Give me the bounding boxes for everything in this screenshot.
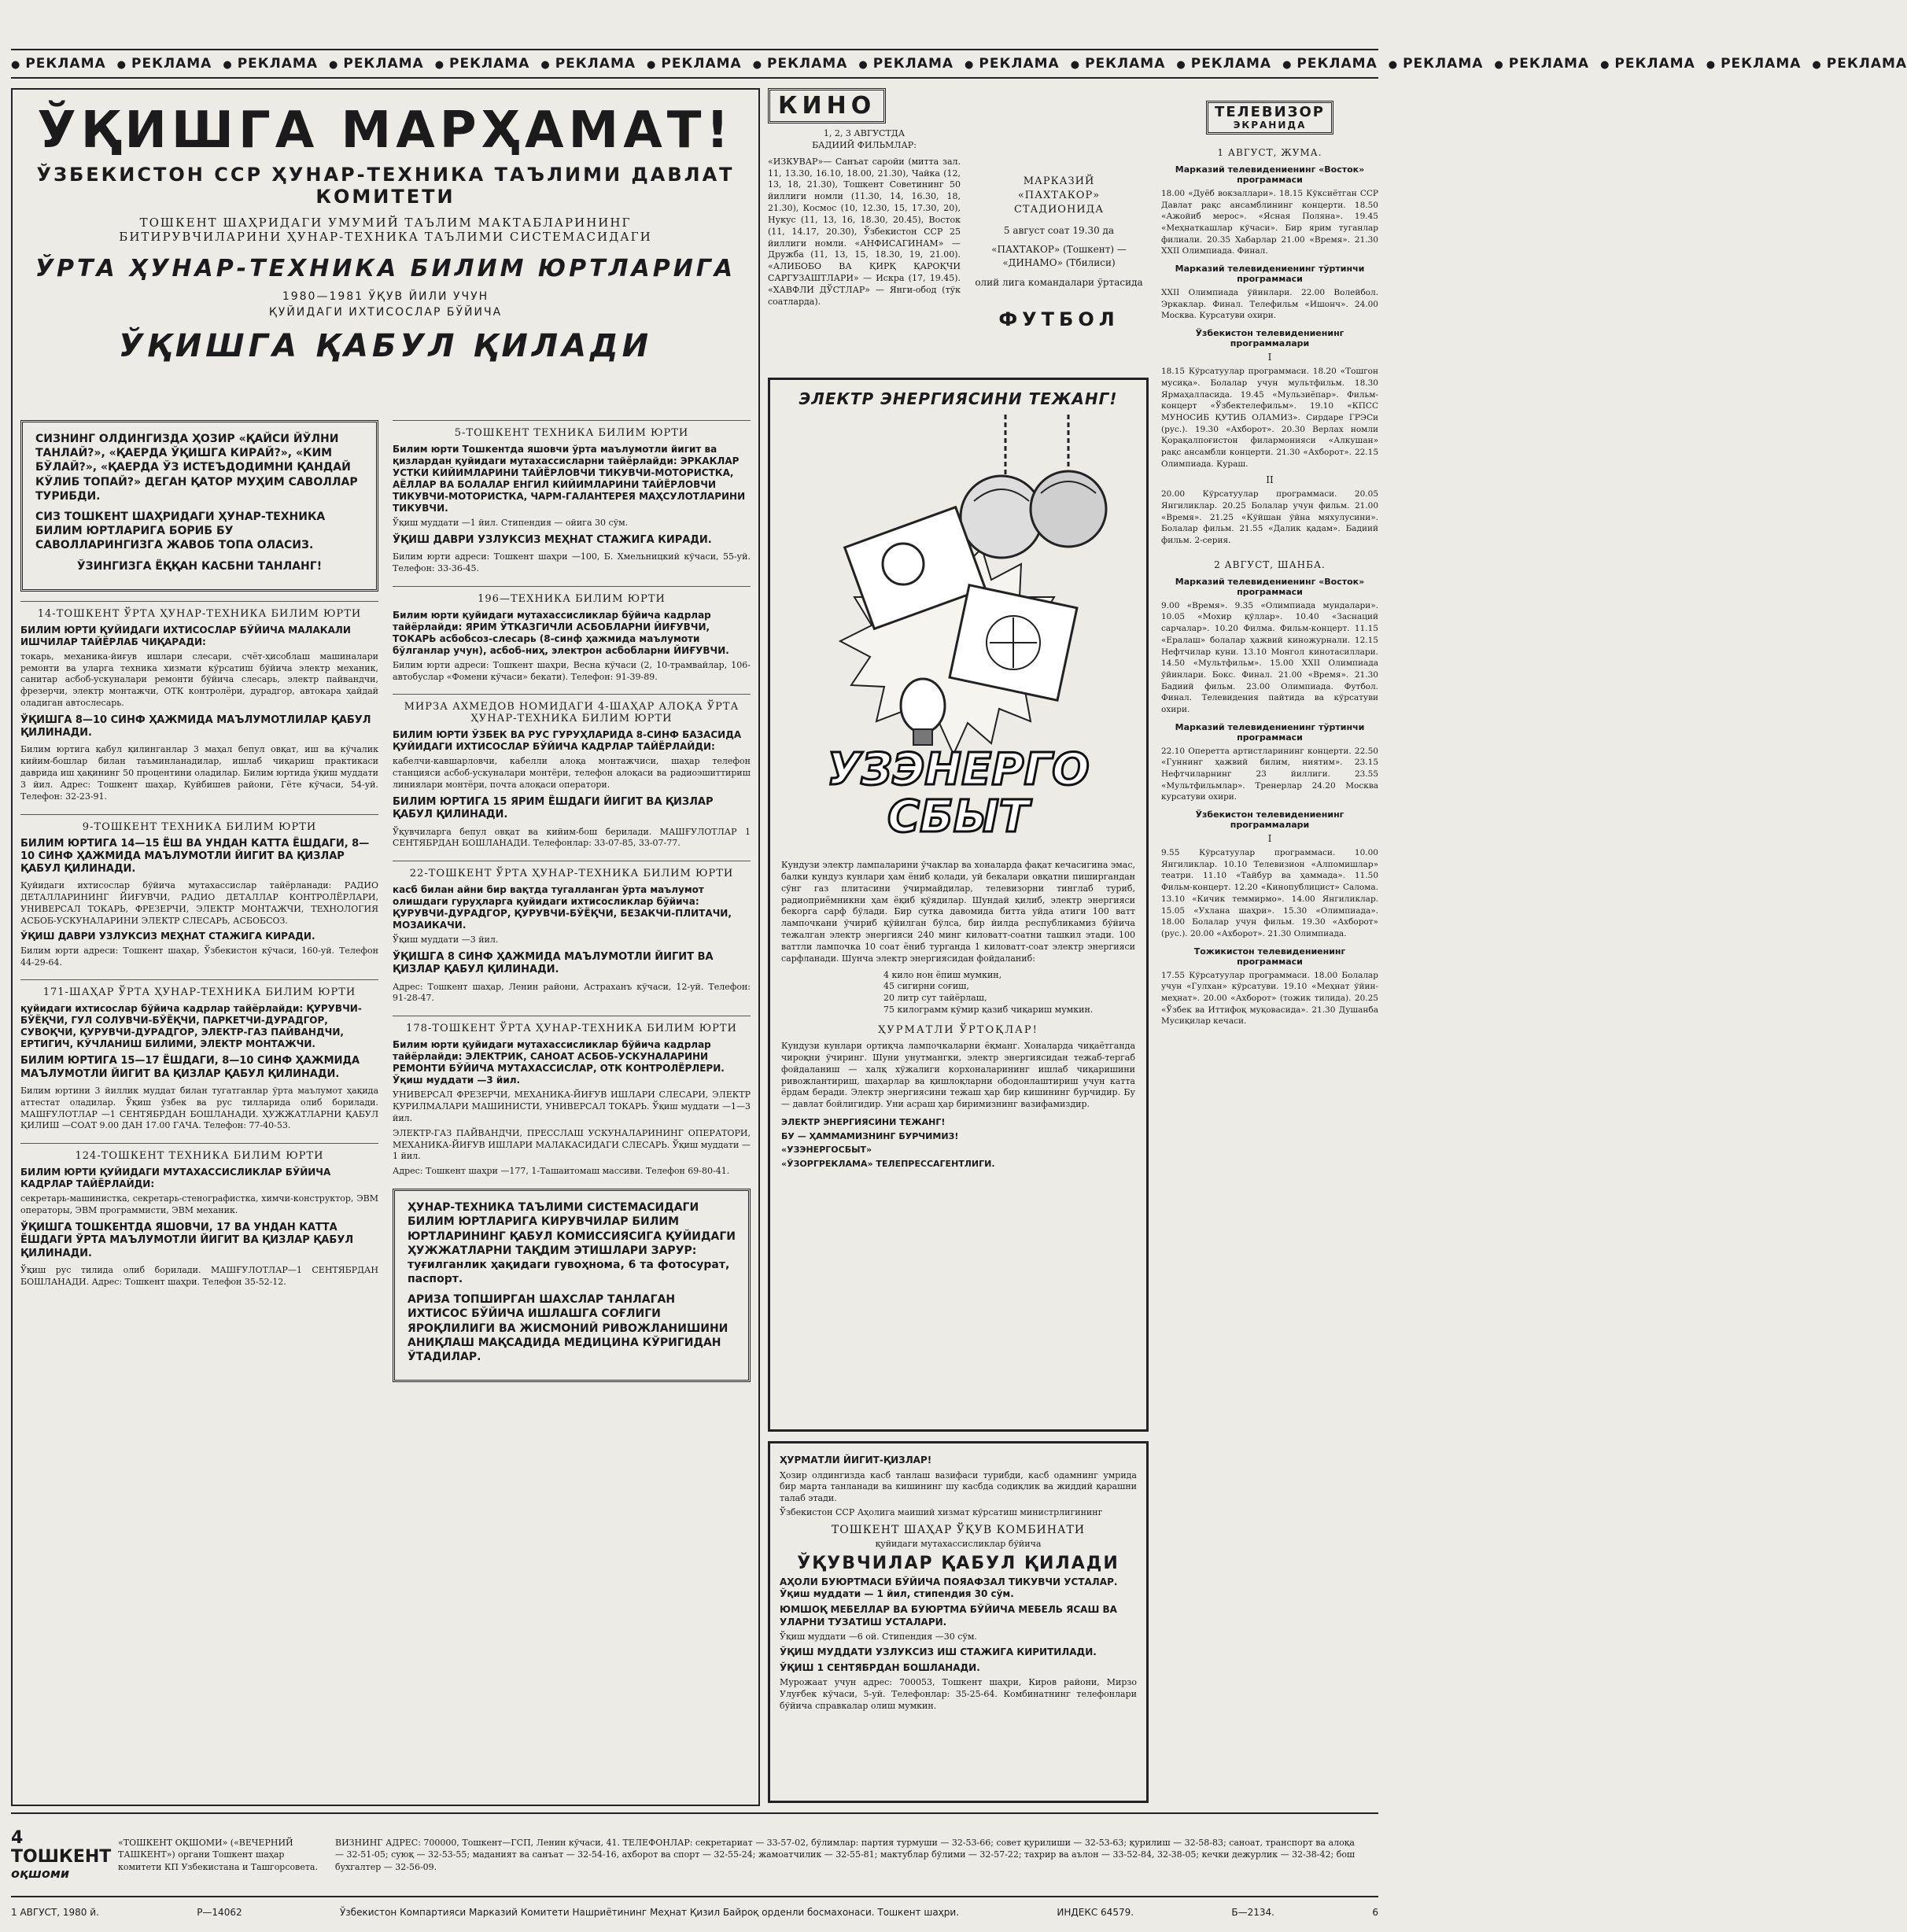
school-details: Адрес: Тошкент шаҳар, Ленин райони, Астраханъ кўчаси, 12-уй. Телефон: 91-28-47. (393, 981, 751, 1004)
stadium-line-2: «ПАХТАКОР» (1017, 190, 1101, 202)
appeal-paragraph-2: СИЗ ТОШКЕНТ ШАҲРИДАГИ ҲУНАР-ТЕХНИКА БИЛИМ ЮРТЛАРИГА БОРИБ БУ САВОЛЛАРИНГИЗГА ЖАВОБ ТОПА ОЛАСИЗ. (35, 510, 326, 552)
school-details: Ўқиш рус тилида олиб борилади. МАШҒУЛОТЛАР—1 СЕНТЯБРДАН БОШЛАНАДИ. Адрес: Тошкент шаҳри. Телефон 35-52-12. (20, 1264, 378, 1287)
energy-subheadline: ҲУРМАТЛИ ЎРТОҚЛАР! (878, 1023, 1038, 1036)
lamps-illustration (785, 415, 1131, 855)
school-title: 5-ТОШКЕНТ ТЕХНИКА БИЛИМ ЮРТИ (454, 427, 689, 439)
football-title: ФУТБОЛ (998, 308, 1119, 330)
match-league: олий лига командалари ўртасида (975, 276, 1143, 288)
school-14 (20, 601, 378, 803)
school-196 (393, 586, 751, 684)
specialties-line: ҚУЙИДАГИ ИХТИСОСЛАР БЎЙИЧА (268, 306, 503, 319)
school-bold: ЎҚИШГА 8 СИНФ ҲАЖМИДА МАЪЛУМОТЛИ ЙИГИТ ВА ҚИЗЛАР ҚАБУЛ ҚИЛИНАДИ. (393, 951, 714, 976)
brand-line-1: УЗЭНЕРГО (827, 744, 1090, 795)
match-teams: «ПАХТАКОР» (Тошкент) — «ДИНАМО» (Тбилиси) (991, 244, 1127, 269)
left-subcolumn-b (393, 420, 751, 1392)
schools-headline: ЎРТА ҲУНАР-ТЕХНИКА БИЛИМ ЮРТЛАРИГА (35, 255, 736, 282)
school-bold: ЎҚИШГА 8—10 СИНФ ҲАЖМИДА МАЪЛУМОТЛИЛАР ҚАБУЛ ҚИЛИНАДИ. (20, 713, 371, 739)
advertisement-label: ● РЕКЛАМА (1389, 56, 1484, 72)
advertisement-label: ● РЕКЛАМА (1071, 56, 1166, 72)
appeal-paragraph-1: СИЗНИНГ ОЛДИНГИЗДА ҲОЗИР «ҚАЙСИ ЙЎЛНИ ТАНЛАЙ?», «ҚАЕРДА ЎҚИШГА КИРАЙ?», «КИМ БЎЛАЙ?», «ҚАЕРДА ЎЗ ИСТЕЪДОДИМНИ ҚАНДАЙ КЎЛИБ ТОПАЙ?» ДЕГАН ҚАТОР МУҲИМ САВОЛЛАР ТУРИБДИ. (35, 433, 358, 503)
school-title: 196—ТЕХНИКА БИЛИМ ЮРТИ (478, 592, 666, 605)
match-time: 5 август соат 19.30 да (1003, 224, 1115, 236)
program-heading: Марказий телевидениенинг тўртинчи программаси (1175, 264, 1365, 285)
newspaper-footer (11, 1812, 1378, 1897)
energy-list-item: 4 кило нон ёпиш мумкин, (883, 969, 1002, 980)
program-text: XXII Олимпиада ўйинлари. 22.00 Волейбол. Эркаклар. Финал. Телефильм «Ишонч». 24.00 Москва. Курсатуви охири. (1161, 288, 1378, 321)
code: Р—14062 (197, 1907, 242, 1918)
energy-headline: ЭЛЕКТР ЭНЕРГИЯСИНИ ТЕЖАНГ! (799, 389, 1118, 408)
school-details: Билим юртини 3 йиллик муддат билан тугатганлар ўрта маълумот ҳақида аттестат оладилар. Ўқиш ўзбек ва рус тилларида олиб борилади. МАШҒУЛОТЛАР —1 СЕНТЯБРДАН БОШЛАНАДИ. ҲУЖЖАТЛАРНИ ҚАБУЛ ҚИЛИШ —СОАТ 9.00 ДАН 17.00 ГАЧА. Телефон: 77-40-53. (20, 1085, 378, 1131)
school-title: 178-ТОШКЕНТ ЎРТА ҲУНАР-ТЕХНИКА БИЛИМ ЮРТИ (406, 1023, 737, 1035)
advertisement-label: ● РЕКЛАМА (1494, 56, 1589, 72)
training-combine-ad (768, 1441, 1149, 1803)
cinema-subtitle: БАДИИЙ ФИЛЬМЛАР: (812, 139, 917, 150)
school-heading: БИЛИМ ЮРТИ ҚУЙИДАГИ ИХТИСОСЛАР БЎЙИЧА МАЛАКАЛИ ИШЧИЛАР ТАЙЁРЛАБ ЧИҚАРАДИ: (20, 624, 351, 647)
school-bold: ЎҚИШ ДАВРИ УЗЛУКСИЗ МЕҲНАТ СТАЖИГА КИРАДИ. (393, 533, 712, 546)
issue-date: 1 АВГУСТ, 1980 й. (11, 1907, 99, 1918)
school-communications-4 (393, 694, 751, 850)
school-heading: БИЛИМ ЮРТИ ЎЗБЕК ВА РУС ГУРУҲЛАРИДА 8-СИНФ БАЗАСИДА ҚУЙИДАГИ ИХТИСОСЛАР БЎЙИЧА КАДРЛАР ТАЙЁРЛАЙДИ: (393, 729, 742, 753)
program-text: 9.00 «Время». 9.35 «Олимпиада мундалари». 10.05 «Мохир қўллар». 10.40 «Заснаций сарчалар». 10.20 Филма. Фильм-концерт. 11.15 «Ералаш» болалар ҳажвий киножурнали. 12.15 Нефтчилар куни. 13.10 Монгол кинотасиллари. 14.50 «Мультфильм». 15.00 XXII Олимпиада ўйинлари. Бокс. Финал. 21.00 «Время». 21.30 Бадиий фильм. 23.00 Олимпиада. Футбол. Финал. Телевидения пайтида ва кўрсатуви охири. (1161, 600, 1378, 714)
school-171 (20, 979, 378, 1132)
advertisement-label: ● РЕКЛАМА (329, 56, 424, 72)
advertisement-label: ● РЕКЛАМА (223, 56, 318, 72)
printer: Ўзбекистон Компартияси Марказий Комитети Нашриётининг Меҳнат Қизил Байроқ орденли босмахонаси. Тошкент шаҳри. (339, 1907, 960, 1918)
advertisement-label: ● РЕКЛАМА (753, 56, 848, 72)
energy-list-item: 75 килограмм кўмир қазиб чиқариш мумкин. (883, 1005, 1094, 1016)
stadium-announcement (968, 88, 1149, 359)
program-text: 9.55 Кўрсатуулар программаси. 10.00 Янгиликлар. 10.10 Телевизион «Алпомишлар» театри. 11.10 «Тайбур ва ҳаммада». 11.50 Фильм-концерт. 12.20 «Кинопублицист» Салома. 13.10 «Кичик теммирмо». 14.00 Янгиликлар. 15.05 «Ухлана шаҳри». 15.30 «Олимпиада». 18.00 Болалар учун фильм. 19.30 «Ахборот» (рус.). 20.00 «Ахборот». 21.30 Олимпиада. (1161, 848, 1378, 938)
cinema-listings (768, 88, 961, 359)
brand-line-2: СБЫТ (887, 791, 1030, 842)
school-text: Ўқиш муддати —3 йил. (393, 935, 499, 946)
imprint-line (11, 1901, 1378, 1924)
program-text: 17.55 Кўрсатуулар программаси. 18.00 Болалар учун «Гулхан» кўрсатуви. 19.10 «Меҳнат ўйин-меҳнат». 20.00 «Ахборот» (тожик тилида). 20.25 «Ўзбек ва Иттифоқ муқовасида». 21.30 Душанба Мусиқилар кечаси. (1161, 970, 1378, 1027)
combine-intro: Ҳозир олдингизда касб танлаш вазифаси турибди, касб одамнинг умрида бир марта танланади ва кишининг шу касбда содиқлик ва жиддий қарашни талаб этади. (780, 1469, 1137, 1504)
documents-text: ҲУНАР-ТЕХНИКА ТАЪЛИМИ СИСТЕМАСИДАГИ БИЛИМ ЮРТЛАРИГА КИРУВЧИЛАР БИЛИМ ЮРТЛАРИНИНГ ҚАБУЛ КОМИССИЯСИГА ҚУЙИДАГИ ҲУЖЖАТЛАРНИ ТАҚДИМ ЭТИШЛАРИ ЗАРУР: туғилганлик ҳақидаги гувоҳнома, 6 та фотосурат, паспорт. (408, 1201, 736, 1286)
program-heading: Ўзбекистон телевидениенинг программалари (1195, 809, 1344, 831)
school-9 (20, 814, 378, 969)
combine-specialty-1: АҲОЛИ БУЮРТМАСИ БЎЙИЧА ПОЯАФЗАЛ ТИКУВЧИ УСТАЛАР. Ўқиш муддати — 1 йил, стипендия 30 сўм. (780, 1576, 1118, 1600)
combine-note-2: ЎҚИШ 1 СЕНТЯБРДАН БОШЛАНАДИ. (780, 1661, 980, 1673)
energy-footer-1: ЭЛЕКТР ЭНЕРГИЯСИНИ ТЕЖАНГ! (781, 1117, 946, 1128)
energy-list-item: 45 сигирни соғиш, (883, 981, 969, 992)
school-5 (393, 420, 751, 575)
school-text: УНИВЕРСАЛ ФРЕЗЕРЧИ, МЕХАНИКА-ЙИҒУВ ИШЛАРИ СЛЕСАРИ, ЭЛЕКТР ҚУРИЛМАЛАРИ МАШИНИСТИ, УНИВЕРСАЛ ТОКАРЬ. Ўқиш муддати —1—3 йил. (393, 1090, 751, 1123)
energy-footer-4: «ЎЗОРГРЕКЛАМА» ТЕЛЕПРЕССАГЕНТЛИГИ. (781, 1158, 995, 1169)
advertisement-label: ● РЕКЛАМА (647, 56, 742, 72)
committee-title: ЎЗБЕКИСТОН ССР ҲУНАР-ТЕХНИКА ТАЪЛИМИ ДАВЛАТ КОМИТЕТИ (36, 164, 735, 208)
energy-paragraph-1: Кундузи электр лампаларини ўчаклар ва хоналарда фақат кечасигина эмас, балки кундуз кунлари ҳам ёниб қолади, уй бекалари овқатни пиширгандан сўнг газ плитасини ўчирмайдилар, телевизорни тинглаб туриб, радиоприёмникни ҳам ёқиб қўядилар. Шундай қилиб, электр энергияси бекорга сарф бўлади. Бир сутка давомида битта уйда атиги 100 ватт лампочкани ўчириб қўйилган бўлса, бир йилда республикамиз бўйича тежалган электр энергияси 240 минг киловатт-соатни ташкил этади. 100 ваттли лампочка 10 соат ёниб турганда 1 киловатт-соат электр энергияси сарфланади. Шунча электр энергиясидан фойдаланиб: (781, 860, 1135, 964)
cinema-text: «ИЗКУВАР»— Санъат саройи (митта зал. 11, 13.30, 16.10, 18.00, 21.30), Чайка (12, 13, 18, 21.30), Тошкент Советининг 50 йиллиги номли (11.30, 14, 16.30, 18, 21.30), Космос (10, 12.30, 15, 17.30, 20), Нукус (11, 13, 16, 18.30, 20.45), Восток (11, 14.17, 20.30), Ўзбекистон ССР 25 йиллиги номли. «АНФИСАГИНАМ» — Дружба (11, 13, 15, 18.30, 19, 21.00). «АЛИБОБО ВА ҚИРҚ ҚАРОҚЧИ САРГУЗАШТЛАРИ» — Искра (17, 19.45). «ХАВФЛИ ДЎСТЛАР» — Янги-обод (тўк соатларда). (768, 156, 961, 307)
admission-headline: ЎҚИШГА ҚАБУЛ ҚИЛАДИ (118, 328, 653, 364)
advertisement-label: ● РЕКЛАМА (1600, 56, 1695, 72)
advertisement-label: ● РЕКЛАМА (117, 56, 212, 72)
tv-schedule (1161, 88, 1378, 1803)
combine-title: ТОШКЕНТ ШАҲАР ЎҚУВ КОМБИНАТИ (831, 1523, 1086, 1536)
school-title: 171-ШАҲАР ЎРТА ҲУНАР-ТЕХНИКА БИЛИМ ЮРТИ (42, 986, 356, 999)
cinema-logo: КИНО (768, 88, 886, 124)
school-text: Ўқиш муддати —1 йил. Стипендия — ойига 30 сўм. (393, 518, 629, 528)
school-bold: БИЛИМ ЮРТИГА 15—17 ЁШДАГИ, 8—10 СИНФ ҲАЖМИДА МАЪЛУМОТЛИ ЙИГИТ ВА ҚИЗЛАР ҚАБУЛ ҚИЛИНАДИ. (20, 1055, 360, 1080)
school-bold: ЎҚИШГА ТОШКЕНТДА ЯШОВЧИ, 17 ВА УНДАН КАТТА ЁШДАГИ ЎРТА МАЪЛУМОТЛИ ЙИГИТ ВА ҚИЗЛАР ҚАБУЛ ҚИЛИНАДИ. (20, 1222, 354, 1259)
combine-ministry: Ўзбекистон ССР Аҳолига маиший хизмат кўрсатиш министрлигининг (780, 1507, 1103, 1518)
medical-text: АРИЗА ТОПШИРГАН ШАХСЛАР ТАНЛАГАН ИХТИСОС БЎЙИЧА ИШЛАШГА СОҒЛИГИ ЯРОҚЛИЛИГИ ВА ЖИСМОНИЙ РИВОЖЛАНИШИНИ АНИҚЛАШ МАҚСАДИДА МЕДИЦИНА КЎРИГИДАН ЎТАДИЛАР. (408, 1293, 728, 1363)
stadium-line-3: СТАДИОНИДА (1013, 204, 1105, 216)
school-details: Адрес: Тошкент шаҳри —177, 1-Ташаитомаш массиви. Телефон 69-80-41. (393, 1166, 730, 1177)
channel-number: I (1267, 352, 1272, 363)
school-text: кабелчи-кавшарловчи, кабелли алоқа монтажчиси, шаҳар телефон станцияси асбоб-ускуналари монтёри, телефон алоқаси ва радиоэшиттириш линиялари монтёри, почта алоқаси оператори. (393, 756, 751, 791)
energy-list-item: 20 литр сут тайёрлаш, (883, 993, 987, 1004)
school-title: 22-ТОШКЕНТ ЎРТА ҲУНАР-ТЕХНИКА БИЛИМ ЮРТИ (409, 868, 734, 880)
school-title: 14-ТОШКЕНТ ЎРТА ҲУНАР-ТЕХНИКА БИЛИМ ЮРТИ (37, 607, 362, 620)
combine-note-1: ЎҚИШ МУДДАТИ УЗЛУКСИЗ ИШ СТАЖИГА КИРИТИЛАДИ. (780, 1646, 1097, 1658)
school-details: Билим юртига қабул қилинганлар 3 маҳал бепул овқат, иш ва кўчалик кийим-бошлар билан таъминланадилар, ишлаб чиқариш практикаси даврида иш ҳақининг 50 процентини оладилар. Билим юртида ўқиш муддати 3 йил. Адрес: Тошкент шаҳар, Куйбишев райони, Гёте кўчаси, 54-уй. Телефон: 32-23-91. (20, 744, 378, 802)
logo-line-1: 4 ТОШКЕНТ (11, 1828, 112, 1867)
program-heading: Ўзбекистон телевидениенинг программалари (1195, 328, 1344, 349)
tv-logo-line-2: ЭКРАНИДА (1233, 119, 1307, 131)
intro-line: ТОШКЕНТ ШАҲРИДАГИ УМУМИЙ ТАЪЛИМ МАКТАБЛАРИНИНГ БИТИРУВЧИЛАРИНИ ҲУНАР-ТЕХНИКА ТАЪЛИМИ СИСТЕМАСИДАГИ (119, 216, 652, 244)
channel-number: I (1267, 833, 1272, 845)
stadium-line-1: МАРКАЗИЙ (1023, 175, 1095, 187)
cinema-dates: 1, 2, 3 АВГУСТДА (823, 128, 906, 138)
school-22 (393, 861, 751, 1005)
combine-address: Мурожаат учун адрес: 700053, Тошкент шаҳри, Киров райони, Мирзо Улуғбек кўчаси, 5-уй. Телефонлар: 35-25-64. Комбинатнинг телефонлари бўйича справкалар олиш мумкин. (780, 1677, 1137, 1711)
energy-footer-3: «УЗЭНЕРГОСБЫТ» (781, 1145, 872, 1156)
school-heading: касб билан айни бир вақтда тугалланган ўрта маълумот олишдаги гуруҳларга қуйидаги ихтисосликлар бўйича: ҚУРУВЧИ-ДУРАДГОР, ҚУРУВЧИ-БЎЁҚЧИ, БЕЗАКЧИ-ПЛИТАЧИ, МОЗАИКАЧИ. (393, 884, 732, 931)
school-text: токарь, механика-йиғув ишлари слесари, счёт-ҳисоблаш машиналари ремонти ва уларга техника хизмати кўрсатиш бўйича электр механик, санитар асбоб-ускуналари ремонти бўйича слесарь, электр пайвандчи, фрезерчи, электр монтажчи, ОТК контролёри, дурадгор, автокара ҳайдай оладиган автослесарь. (20, 651, 378, 709)
school-title: 9-ТОШКЕНТ ТЕХНИКА БИЛИМ ЮРТИ (82, 820, 317, 833)
school-bold: БИЛИМ ЮРТИГА 15 ЯРИМ ЁШДАГИ ЙИГИТ ВА ҚИЗЛАР ҚАБУЛ ҚИЛИНАДИ. (393, 796, 714, 821)
school-heading: БИЛИМ ЮРТИГА 14—15 ЁШ ВА УНДАН КАТТА ЁШДАГИ, 8—10 СИНФ ҲАЖМИДА МАЪЛУМОТЛИ ЙИГИТ ВА ҚИЗЛАР ҚАБУЛ ҚИЛИНАДИ. (20, 837, 370, 876)
combine-greeting: ҲУРМАТЛИ ЙИГИТ-ҚИЗЛАР! (780, 1455, 932, 1466)
documents-box (393, 1189, 751, 1382)
day-heading: 1 АВГУСТ, ЖУМА. (1217, 146, 1322, 158)
appeal-box (20, 420, 378, 592)
advertisement-label: ● РЕКЛАМА (1706, 56, 1802, 72)
school-178 (393, 1016, 751, 1178)
school-details: Ўқувчиларга бепул овқат ва кийим-бош берилади. МАШҒУЛОТЛАР 1 СЕНТЯБРДАН БОШЛАНАДИ. Телефонлар: 33-07-85, 33-07-77. (393, 826, 751, 849)
order-number: Б—2134. (1231, 1907, 1274, 1918)
logo-line-2: оқшоми (11, 1866, 70, 1882)
program-heading: Тожикистон телевидениенинг программаси (1193, 946, 1346, 967)
program-heading: Марказий телевидениенинг «Восток» программаси (1175, 576, 1365, 597)
school-title: 124-ТОШКЕНТ ТЕХНИКА БИЛИМ ЮРТИ (75, 1150, 324, 1163)
main-headline: ЎҚИШГА МАРҲАМАТ! (37, 101, 734, 160)
school-124 (20, 1143, 378, 1288)
program-text: 18.15 Кўрсатуулар программаси. 18.20 «Тошгон мусиқа». Болалар учун мультфильм. 18.30 Ярмаҳалласида. 19.45 «Мульзиёпар». Фильм-концерт «Ўзбектелефильм». 19.10 «КПСС МУНОСИБ ҚУТИБ ОЛАМИЗ». Сирдаре ГРЭСи (рус.). 19.30 «Ахборот». 20.30 Верлах номли Қорақалпоғистон филармонияси «Алкушан» рақс ансамбли концерти. 21.30 «Ахборот». 22.15 Олимпиада. Кураш. (1161, 367, 1378, 469)
tv-logo-line-1: ТЕЛЕВИЗОР (1215, 104, 1325, 120)
school-details: Билим юрти адреси: Тошкент шаҳри —100, Б. Хмельницкий кўчаси, 55-уй. Телефон: 33-36-45. (393, 551, 751, 573)
program-text: 18.00 «Дуёб вокзаллари». 18.15 Кўксиётган ССР Давлат рақс ансамблининг концерти. 18.50 «Ажойиб мерос». «Ясная Поляна». 19.45 «Меҳнаткашлар кўчаси». Бир ярим туганлар филиали. 20.35 Хабарлар 21.00 «Время». 21.30 XXII Олимпиада. Финал. (1161, 188, 1378, 256)
middle-column (768, 88, 1150, 1803)
tv-logo (1206, 101, 1333, 135)
editorial-address: ВИЗНИНГ АДРЕС: 700000, Тошкент—ГСП, Ленин кўчаси, 41. ТЕЛЕФОНЛАР: секретариат — 33-57-02, бўлимлар: партия турмуши — 32-53-66; совет қурилиши — 32-53-63; қурилиш — 32-58-83; саноат, транспорт ва алоқа — 32-51-05; суюқ — 32-53-55; маданият ва санъат — 32-54-16, ахборот ва спорт — 32-55-24; жамоатчилик — 32-55-81; мактублар бўлими — 32-57-22; тахрир ва аълон — 33-52-84, 32-38-05; кечки дежурлик — 32-38-42; бош бухгалтер — 32-56-09. (335, 1837, 1356, 1872)
advertisement-label: ● РЕКЛАМА (11, 56, 106, 72)
combine-specialty-2: ЮМШОҚ МЕБЕЛЛАР ВА БУЮРТМА БЎЙИЧА МЕБЕЛЬ ЯСАШ ВА УЛАРНИ ТУЗАТИШ УСТАЛАРИ. (780, 1604, 1117, 1628)
combine-subtitle: қуйидаги мутахассисликлар бўйича (875, 1538, 1042, 1549)
school-bold: ЎҚИШ ДАВРИ УЗЛУКСИЗ МЕҲНАТ СТАЖИГА КИРАДИ. (20, 930, 315, 942)
newspaper-logo (11, 1828, 112, 1882)
appeal-paragraph-3: ЎЗИНГИЗГА ЁҚҚАН КАСБНИ ТАНЛАНГ! (76, 559, 323, 573)
energy-footer-2: БУ — ҲАММАМИЗНИНГ БУРЧИМИЗ! (781, 1130, 959, 1141)
school-text: Қуйидаги ихтисослар бўйича мутахассислар тайёрланади: РАДИО ДЕТАЛЛАРИНИНГ ЙИҒУВЧИ, РАДИО ДЕТАЛЛАР КОНТРОЛЁРЛАРИ, УНИВЕРСАЛ ТОКАРЬ, ФРЕЗЕРЧИ, ЭЛЕКТР МОНТАЖЧИ, ТЕХНОЛОГИЯ АСБОБ-УСКУНАЛАРИНИ ЭЛЕКТР СЛЕСАРЬ, АСБОБСОЗ. (20, 880, 378, 926)
advertisement-label: ● РЕКЛАМА (540, 56, 636, 72)
program-text: 22.10 Оперетта артистларининг концерти. 22.50 «Гуннинг ҳажвий билим, ниятим». 23.15 Нефтчиларнинг 23 йиллиги. 23.55 «Мультфильмлар». Тренерлар 24.20 Москва курсатуви охири. (1161, 746, 1378, 802)
publisher-info: «ТОШКЕНТ ОҚШОМИ» («ВЕЧЕРНИЙ ТАШКЕНТ») органи Тошкент шаҳар комитети КП Узбекистана и Ташгорсовета. (118, 1837, 318, 1872)
left-subcolumn-a (20, 420, 378, 1392)
combine-duration: Ўқиш муддати —6 ой. Стипендия —30 сўм. (780, 1632, 977, 1643)
page-number: 6 (1372, 1907, 1378, 1918)
program-heading: Марказий телевидениенинг «Восток» программаси (1175, 164, 1365, 185)
education-advertisement (11, 88, 760, 1806)
program-heading: Марказий телевидениенинг тўртинчи программаси (1175, 721, 1365, 743)
school-details: Билим юрти адреси: Тошкент шаҳар, Ўзбекистон кўчаси, 160-уй. Телефон 44-29-64. (20, 945, 378, 968)
energy-paragraph-2: Кундузи кунлари ортиқча лампочкаларни ёқманг. Хоналарда чиқаётганда чироқни ўчиринг. Шуни унутмангки, электр энергиясидан тежаб-тергаб фойдаланиш — халқ хўжалиги корхоналарининг ишлаб чиқаришини ривожлантириш, шаҳарлар ва қишлоқларни ободонлаштириш учун катта ёрдам беради. Электр энергиясини тежаш ҳар бир кишининг бурчидир. Бу — давлат бойлигидир. Уни асраш ҳар биримизнинг вазифамиздир. (781, 1040, 1135, 1110)
school-heading: Билим юрти қуйидаги мутахассисликлар бўйича кадрлар тайёрлайди: ЯРИМ ЎТКАЗГИЧЛИ АСБОБЛАРНИ ЙИҒУВЧИ, ТОКАРЬ асбобсоз-слесарь (8-синф ҳажмида маълумоти бўлганлар учун), асбоб-ниҳ, электрон асбобларни ЙИҒУВЧИ. (393, 609, 729, 656)
advertisement-label: ● РЕКЛАМА (858, 56, 954, 72)
advertisement-label: ● РЕКЛАМА (965, 56, 1060, 72)
energy-saving-ad (768, 378, 1149, 1432)
channel-number: II (1266, 474, 1274, 486)
program-text: 20.00 Кўрсатуулар программаси. 20.05 Янгиликлар. 20.25 Болалар учун фильм. 21.00 «Время». 21.25 «Кўйшан ўйна мяхулусини». Болалар фильм. 21.55 «Далик қадам». Бадиий фильм. 2-серия. (1161, 489, 1378, 546)
advertisement-label: ● РЕКЛАМА (1282, 56, 1378, 72)
school-heading: Билим юрти қуйидаги мутахассисликлар бўйича кадрлар тайёрлайди: ЭЛЕКТРИК, САНОАТ АСБОБ-УСКУНАЛАРИНИ РЕМОНТИ БЎЙИЧА МУТАХАССИСЛАР, ОТК КОНТРОЛЁРЛЕРИ. Ўқиш муддати —3 йил. (393, 1039, 725, 1086)
school-text: Билим юрти адреси: Тошкент шаҳри, Весна кўчаси (2, 10-трамвайлар, 106-автобуслар «Фомени кўчаси» бекати). Телефон: 91-39-89. (393, 659, 751, 682)
energy-list (883, 970, 1135, 1016)
day-heading: 2 АВГУСТ, ШАНБА. (1214, 559, 1326, 570)
advertisement-label: ● РЕКЛАМА (1812, 56, 1907, 72)
academic-year: 1980—1981 ЎҚУВ ЙИЛИ УЧУН (282, 290, 489, 303)
index: ИНДЕКС 64579. (1057, 1907, 1134, 1918)
school-bold: ЭЛЕКТР-ГАЗ ПАЙВАНДЧИ, ПРЕССЛАШ УСКУНАЛАРИНИНГ ОПЕРАТОРИ, МЕХАНИКА-ЙИҒУВ ИШЛАРИ МАЛАКАСИДАГИ СЛЕСАРЬ. Ўқиш муддати —1 йил. (393, 1127, 751, 1162)
school-heading: қуйидаги ихтисослар бўйича кадрлар тайёрлайди: ҚУРУВЧИ-БЎЁҚЧИ, ГУЛ СОЛУВЧИ-БЎЁҚЧИ, ПАРКЕТЧИ-ДУРАДГОР, СУВОҚЧИ, ҚУРУВЧИ-ДУРАДГОР, ЭЛЕКТР-ГАЗ ПАЙВАНДЧИ, ЕРТИГИЧ, КЎЧЛАНИШ БИЛИМИ, ЭЛЕКТР МОНТАЖЧИ. (20, 1003, 362, 1050)
school-heading: Билим юрти Тошкентда яшовчи ўрта маълумотли йигит ва қизлардан қуйидаги мутахассисларни тайёрлайди: ЭРКАКЛАР УСТКИ КИЙИМЛАРИНИ ТАЙЁРЛОВЧИ ТИКУВЧИ-МОТОРИСТКА, АЁЛЛАР ВА БОЛАЛАР ЕНГИЛ КИЙИМЛАРИНИ ТАЙЁРЛОВЧИ ТИКУВЧИ-МОТОРИСТКА, ЧАРМ-ГАЛАНТЕРЕЯ МАҲСУЛОТЛАРИНИ ТИКУВЧИ. (393, 444, 746, 514)
advertisement-strip (11, 49, 1907, 79)
combine-headline: ЎҚУВЧИЛАР ҚАБУЛ ҚИЛАДИ (797, 1553, 1119, 1573)
school-text: секретарь-машинистка, секретарь-стенографистка, химчи-конструктор, ЭВМ операторы, ЭВМ программисти, ЭВМ механик. (20, 1193, 378, 1216)
advertisement-label: ● РЕКЛАМА (435, 56, 530, 72)
school-heading: БИЛИМ ЮРТИ ҚУЙИДАГИ МУТАХАССИСЛИКЛАР БЎЙИЧА КАДРЛАР ТАЙЁРЛАЙДИ: (20, 1167, 331, 1190)
advertisement-label: ● РЕКЛАМА (1176, 56, 1271, 72)
school-title: МИРЗА АХМЕДОВ НОМИДАГИ 4-ШАҲАР АЛОҚА ЎРТА ҲУНАР-ТЕХНИКА БИЛИМ ЮРТИ (404, 701, 740, 725)
